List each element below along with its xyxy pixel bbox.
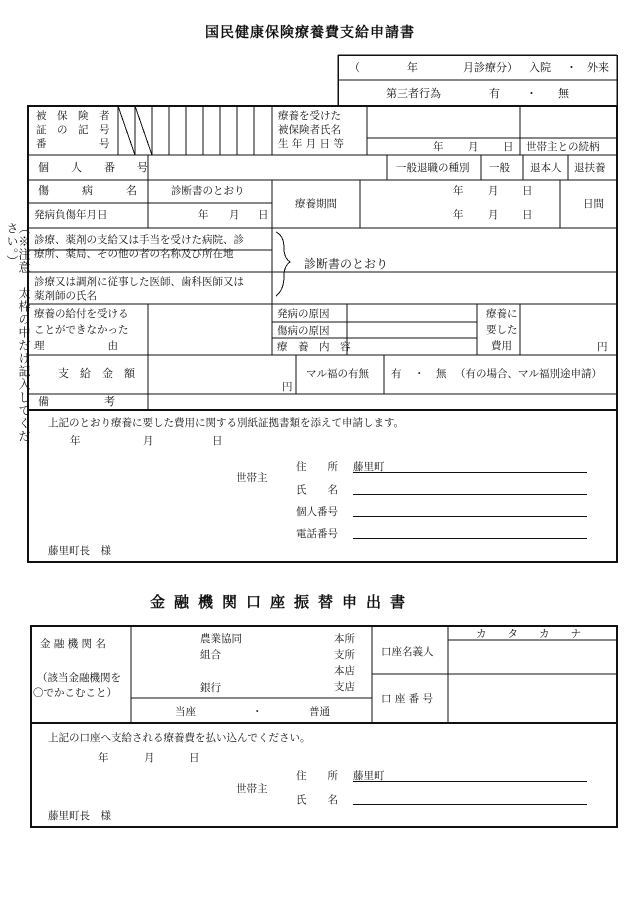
- dot-sep: ・: [252, 706, 263, 718]
- maru-note: （有の場合、マル福別途申請）: [455, 368, 602, 380]
- period-from-day: 日: [522, 185, 533, 197]
- disease-label: 傷 病 名: [38, 184, 137, 197]
- form2-address-line: [353, 781, 587, 782]
- bank-type-noukyo[interactable]: 農業協同: [200, 633, 242, 645]
- third-party-label: 第三者行為: [386, 87, 441, 100]
- period-to-day: 日: [522, 209, 533, 221]
- dot-sep: ・: [526, 87, 537, 100]
- retire-type-label: 一般退職の種別: [396, 162, 470, 174]
- period-from-month: 月: [488, 185, 499, 197]
- form2-householder-label: 世帯主: [236, 783, 268, 795]
- personal-no-label: 個 人 番 号: [38, 161, 148, 174]
- dot-sep: ・: [566, 61, 577, 74]
- form2-date-year: 年: [98, 752, 109, 764]
- reason-label-1: 療養の給付を受ける: [34, 308, 129, 320]
- reason-label-3: 理 由: [34, 340, 118, 352]
- period-to-year: 年: [453, 209, 464, 221]
- account-type-touza[interactable]: 当座: [175, 706, 196, 718]
- cause-onset-label: 発病の原因: [277, 308, 330, 320]
- period-to-month: 月: [488, 209, 499, 221]
- inpatient-option[interactable]: 入院: [529, 61, 551, 74]
- bank-label: 金 融 機 関 名: [40, 638, 106, 650]
- general-option[interactable]: 一般: [489, 162, 510, 174]
- onset-year: 年: [198, 209, 209, 221]
- bank-type-ginkou[interactable]: 銀行: [200, 682, 221, 694]
- cost-label-1: 療養に: [486, 308, 518, 320]
- form2-address-value[interactable]: 藤里町: [353, 770, 385, 782]
- holder-label: 口座名義人: [381, 646, 434, 658]
- form2-date-month: 月: [144, 752, 155, 764]
- per-diagnosis-2: 診断書のとおり: [304, 257, 389, 271]
- account-no-label: 口 座 番 号: [381, 693, 434, 705]
- payment-amount-label: 支 給 金 額: [58, 367, 135, 380]
- period-from-year: 年: [453, 185, 464, 197]
- doctor-label-1: 診療又は調剤に従事した医師、歯科医師又は: [34, 276, 244, 288]
- form1-statement: 上記のとおり療養に要した費用に関する別紙証拠書類を添えて申請します。: [48, 417, 405, 429]
- onset-month: 月: [229, 209, 240, 221]
- maru-yes[interactable]: 有: [391, 368, 402, 380]
- bank-note-2: 〇でかこむこと）: [33, 687, 117, 699]
- form2-name-line[interactable]: [353, 804, 587, 805]
- form1-date-day: 日: [212, 435, 223, 447]
- form1-addressee: 藤里町長 様: [48, 545, 111, 557]
- dot-sep: ・: [414, 368, 425, 380]
- retiree-option[interactable]: 退本人: [530, 162, 562, 174]
- maru-no[interactable]: 無: [436, 368, 447, 380]
- claim-year: 年: [407, 61, 418, 74]
- doctor-label-2: 薬剤師の氏名: [34, 290, 97, 302]
- side-note: （※注意 太枠の中だけ記入してください。）: [5, 222, 31, 443]
- form2-name-label: 氏 名: [296, 794, 338, 806]
- form2-title: 金融機関口座振替申出書: [150, 593, 415, 611]
- form2-address-label: 住 所: [296, 770, 338, 782]
- care-content-label: 療 養 内 容: [277, 341, 351, 353]
- dependent-option[interactable]: 退扶養: [574, 162, 606, 174]
- birth-day: 日: [503, 141, 514, 153]
- householder-label: 世帯主: [236, 472, 268, 484]
- branch-honten[interactable]: 本店: [334, 665, 355, 677]
- birth-year: 年: [433, 141, 444, 153]
- form2-statement: 上記の口座へ支給される療養費を払い込んでください。: [48, 732, 311, 744]
- recipient-label-2: 被保険者氏名: [278, 124, 341, 136]
- branch-shiten[interactable]: 支店: [334, 681, 355, 693]
- remarks-label: 備 考: [38, 395, 115, 408]
- branch-shisho[interactable]: 支所: [334, 649, 355, 661]
- cost-label-2: 要した: [486, 324, 518, 336]
- recipient-label-3: 生 年 月 日 等: [278, 138, 344, 150]
- address-value[interactable]: 藤里町: [353, 461, 385, 473]
- branch-honsho[interactable]: 本所: [334, 633, 355, 645]
- outpatient-option[interactable]: 外来: [587, 61, 609, 74]
- birth-month: 月: [468, 141, 479, 153]
- cost-yen: 円: [597, 341, 608, 353]
- reason-label-2: ことができなかった: [34, 324, 129, 336]
- payment-yen: 円: [282, 381, 293, 393]
- account-type-futsuu[interactable]: 普通: [309, 706, 330, 718]
- relationship-label: 世帯主との続柄: [526, 141, 600, 153]
- maru-fuku-label: マル福の有無: [306, 368, 369, 380]
- days-label: 日間: [583, 198, 604, 210]
- name-label: 氏 名: [296, 484, 338, 496]
- insured-code-label-1: 被 保 険 者: [36, 110, 110, 122]
- form2-date-day: 日: [189, 752, 200, 764]
- bank-note-1: （該当金融機関を: [37, 672, 121, 684]
- katakana-label: カ タ カ ナ: [476, 628, 581, 640]
- hospital-label-1: 診療、薬剤の支給又は手当を受けた病院、診: [34, 234, 244, 246]
- per-diagnosis: 診断書のとおり: [171, 185, 245, 197]
- form1-date-month: 月: [143, 435, 154, 447]
- personal-no-field-label: 個人番号: [296, 506, 338, 518]
- onset-label: 発病負傷年月日: [34, 209, 108, 221]
- recipient-label-1: 療養を受けた: [278, 110, 341, 122]
- form1-title: 国民健康保険療養費支給申請書: [205, 25, 415, 41]
- third-party-no[interactable]: 無: [558, 87, 569, 100]
- bank-type-kumiai[interactable]: 組合: [200, 649, 221, 661]
- hospital-label-2: 療所、薬局、その他の者の名称及び所在地: [34, 248, 234, 260]
- claim-month: 月診療分）: [463, 61, 518, 74]
- cause-injury-label: 傷病の原因: [277, 325, 330, 337]
- care-period-label: 療養期間: [295, 198, 337, 210]
- form1-date-year: 年: [70, 435, 81, 447]
- cost-label-3: 費用: [491, 340, 512, 352]
- form2-addressee: 藤里町長 様: [48, 810, 111, 822]
- insured-code-label-3: 番 号: [36, 138, 110, 150]
- address-label: 住 所: [296, 461, 338, 473]
- third-party-yes[interactable]: 有: [489, 87, 500, 100]
- insured-code-label-2: 証 の 記 号: [36, 124, 110, 136]
- phone-label: 電話番号: [296, 528, 338, 540]
- onset-day: 日: [258, 209, 269, 221]
- paren-open: （: [349, 61, 360, 74]
